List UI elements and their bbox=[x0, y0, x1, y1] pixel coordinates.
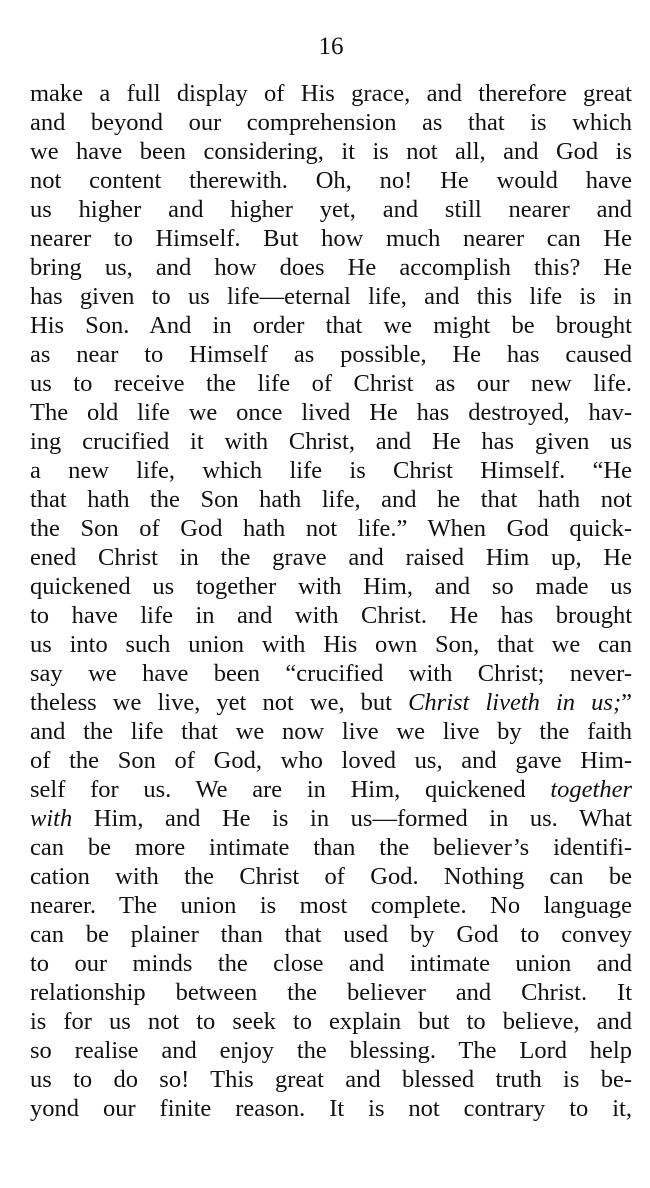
italic-segment: together bbox=[550, 776, 632, 803]
text-segment: His Son. And in order that we might be brought bbox=[30, 312, 632, 339]
text-segment: to our minds the close and intimate union and bbox=[30, 950, 632, 977]
text-line bbox=[30, 833, 632, 862]
text-segment: as near to Himself as possible, He has caused bbox=[30, 341, 632, 368]
text-line bbox=[30, 282, 632, 311]
text-segment: quickened us together with Him, and so made us bbox=[30, 573, 632, 600]
text-line bbox=[30, 514, 632, 543]
text-segment: say we have been “crucified with Christ; never- bbox=[30, 660, 632, 687]
page-number: 16 bbox=[318, 33, 344, 60]
text-line bbox=[30, 311, 632, 340]
book-page bbox=[30, 0, 632, 1188]
text-line bbox=[30, 746, 632, 775]
text-segment: can be more intimate than the believer’s identifi- bbox=[30, 834, 632, 861]
text-segment: Him, and He is in us—formed in us. What bbox=[72, 805, 632, 832]
text-segment: and the life that we now live we live by the faith bbox=[30, 718, 632, 745]
text-segment: and beyond our comprehension as that is which bbox=[30, 109, 632, 136]
text-segment: has given to us life—eternal life, and this life is in bbox=[30, 283, 632, 310]
text-line bbox=[30, 717, 632, 746]
text-segment: can be plainer than that used by God to convey bbox=[30, 921, 632, 948]
text-line bbox=[30, 543, 632, 572]
text-line bbox=[30, 137, 632, 166]
italic-segment: with bbox=[30, 805, 73, 832]
text-line bbox=[30, 1094, 632, 1123]
text-line bbox=[30, 630, 632, 659]
text-segment: nearer to Himself. But how much nearer can He bbox=[30, 225, 632, 252]
text-segment: to have life in and with Christ. He has brought bbox=[30, 602, 632, 629]
text-segment: us to do so! This great and blessed truth is be- bbox=[30, 1066, 632, 1093]
text-line bbox=[30, 369, 632, 398]
text-segment: The old life we once lived He has destroyed, hav- bbox=[30, 399, 632, 426]
text-segment: of the Son of God, who loved us, and gave Him- bbox=[30, 747, 632, 774]
text-segment: make a full display of His grace, and therefore great bbox=[30, 80, 632, 107]
text-line bbox=[30, 978, 632, 1007]
text-line bbox=[30, 485, 632, 514]
text-line bbox=[30, 398, 632, 427]
text-line bbox=[30, 224, 632, 253]
text-segment: ened Christ in the grave and raised Him up, He bbox=[30, 544, 632, 571]
text-segment: so realise and enjoy the blessing. The Lord help bbox=[30, 1037, 632, 1064]
text-segment: relationship between the believer and Christ. It bbox=[30, 979, 632, 1006]
text-segment: not content therewith. Oh, no! He would have bbox=[30, 167, 632, 194]
text-segment: a new life, which life is Christ Himself. “He bbox=[30, 457, 632, 484]
text-segment: self for us. We are in Him, quickened bbox=[30, 776, 551, 803]
text-segment: is for us not to seek to explain but to believe, and bbox=[30, 1008, 632, 1035]
text-line bbox=[30, 166, 632, 195]
text-line bbox=[30, 804, 632, 833]
text-line bbox=[30, 195, 632, 224]
text-line bbox=[30, 1065, 632, 1094]
text-segment: yond our finite reason. It is not contrary to it, bbox=[30, 1095, 632, 1122]
text-segment: us higher and higher yet, and still nearer and bbox=[30, 196, 632, 223]
text-line bbox=[30, 1007, 632, 1036]
text-line bbox=[30, 79, 632, 108]
body-text bbox=[30, 79, 632, 1123]
text-segment: ” bbox=[621, 689, 632, 716]
text-line bbox=[30, 1036, 632, 1065]
text-line bbox=[30, 862, 632, 891]
text-line bbox=[30, 775, 632, 804]
text-segment: nearer. The union is most complete. No language bbox=[30, 892, 632, 919]
text-segment: bring us, and how does He accomplish this? He bbox=[30, 254, 632, 281]
text-line bbox=[30, 427, 632, 456]
text-segment: we have been considering, it is not all, and God is bbox=[30, 138, 632, 165]
text-line bbox=[30, 340, 632, 369]
text-segment: us to receive the life of Christ as our new life. bbox=[30, 370, 632, 397]
text-line bbox=[30, 688, 632, 717]
text-segment: the Son of God hath not life.” When God quick- bbox=[30, 515, 632, 542]
text-segment: us into such union with His own Son, that we can bbox=[30, 631, 632, 658]
text-line bbox=[30, 108, 632, 137]
text-line bbox=[30, 891, 632, 920]
text-line bbox=[30, 253, 632, 282]
text-line bbox=[30, 949, 632, 978]
text-line bbox=[30, 572, 632, 601]
text-line bbox=[30, 659, 632, 688]
italic-segment: Christ liveth in us; bbox=[408, 689, 622, 716]
text-line bbox=[30, 456, 632, 485]
text-segment: theless we live, yet not we, but bbox=[30, 689, 409, 716]
text-line bbox=[30, 920, 632, 949]
text-line bbox=[30, 601, 632, 630]
text-segment: that hath the Son hath life, and he that hath not bbox=[30, 486, 632, 513]
text-segment: ing crucified it with Christ, and He has given us bbox=[30, 428, 632, 455]
text-segment: cation with the Christ of God. Nothing can be bbox=[30, 863, 632, 890]
